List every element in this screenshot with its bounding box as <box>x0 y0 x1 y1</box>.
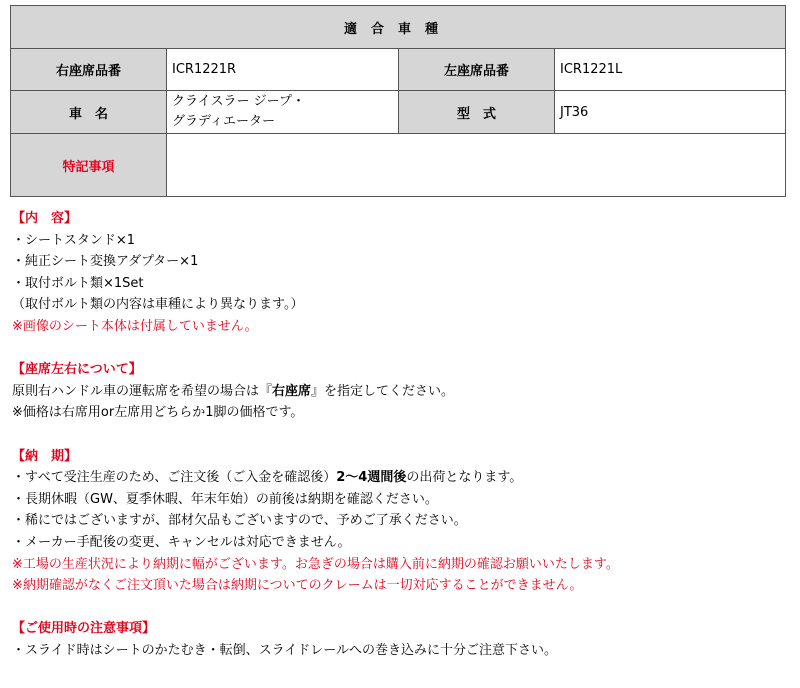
left-seat-label: 左座席品番 <box>399 49 555 91</box>
right-seat-label: 右座席品番 <box>11 49 167 91</box>
car-name-label: 車 名 <box>11 91 167 134</box>
model-label: 型 式 <box>399 91 555 134</box>
right-seat-part-number: ICR1221R <box>167 49 399 91</box>
delivery-item: ・長期休暇（GW、夏季休暇、年末年始）の前後は納期を確認ください。 <box>12 491 438 507</box>
description-body <box>12 208 792 661</box>
right-seat-emphasis: 右座席 <box>272 383 312 399</box>
left-seat-part-number: ICR1221L <box>555 49 786 91</box>
car-name-value <box>167 91 399 134</box>
special-notes-value <box>167 134 786 197</box>
delivery-heading: 【納 期】 <box>12 448 78 464</box>
caution-line: ・スライド時はシートのかたむき・転倒、スライドレールへの巻き込みに十分ご注意下さい。 <box>12 642 557 658</box>
seat-side-heading: 【座席左右について】 <box>12 362 142 378</box>
fitment-title: 適合車種 <box>11 6 786 49</box>
special-notes-label: 特記事項 <box>11 134 167 197</box>
delivery-line: ・すべて受注生産のため、ご注文後（ご入金を確認後）2〜4週間後の出荷となります。 <box>12 470 523 486</box>
delivery-note: ※工場の生産状況により納期に幅がございます。お急ぎの場合は購入前に納期の確認お願いいたします。 <box>12 556 619 572</box>
contents-item: ・取付ボルト類×1Set <box>12 275 144 291</box>
delivery-weeks-emphasis: 2〜4週間後 <box>336 470 407 486</box>
contents-item: （取付ボルト類の内容は車種により異なります。） <box>12 297 304 313</box>
contents-item: ・シートスタンド×1 <box>12 232 136 248</box>
fitment-table <box>10 5 786 197</box>
delivery-item: ・稀にではございますが、部材欠品もございますので、予めご了承ください。 <box>12 513 467 529</box>
caution-heading: 【ご使用時の注意事項】 <box>12 621 156 637</box>
contents-item: ・純正シート変換アダプター×1 <box>12 254 199 270</box>
seat-side-price-note: ※価格は右席用or左席用どちらか1脚の価格です。 <box>12 405 304 421</box>
delivery-item: ・メーカー手配後の変更、キャンセルは対応できません。 <box>12 534 351 550</box>
delivery-note: ※納期確認がなくご注文頂いた場合は納期についてのクレームは一切対応することができません。 <box>12 578 583 594</box>
contents-heading: 【内 容】 <box>12 211 78 226</box>
contents-note: ※画像のシート本体は付属していません。 <box>12 318 258 334</box>
car-name-line-2: グラディエーター <box>172 114 275 129</box>
model-value: JT36 <box>555 91 786 134</box>
seat-side-line: 原則右ハンドル車の運転席を希望の場合は『右座席』を指定してください。 <box>12 383 455 399</box>
car-name-line-1: クライスラー ジープ・ <box>172 94 305 109</box>
